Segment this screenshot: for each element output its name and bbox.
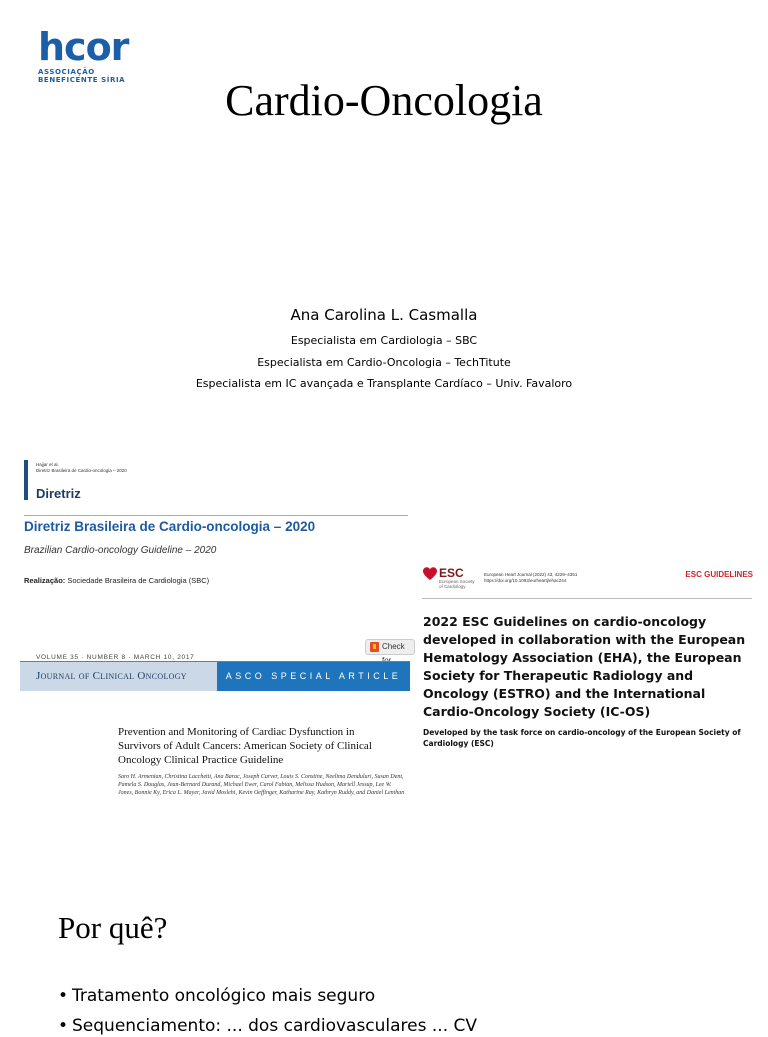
volume-line: VOLUME 35 · NUMBER 8 · MARCH 10, 2017 bbox=[36, 654, 195, 661]
logo-subtitle-line1: ASSOCIAÇÃO bbox=[38, 68, 95, 76]
bullet-marker: • bbox=[58, 986, 69, 1006]
slide-separator bbox=[0, 880, 768, 881]
check-for-updates-button[interactable]: Check bbox=[365, 639, 415, 655]
bullet-marker: • bbox=[58, 1016, 69, 1036]
bullet-item: • Sequenciamento: ... dos cardiovasculares ... CV bbox=[58, 1016, 478, 1036]
slide-title: Cardio-Oncologia bbox=[225, 76, 543, 125]
society-name: European Society of Cardiology bbox=[439, 579, 475, 589]
journal-banner bbox=[20, 661, 410, 691]
article-title: Prevention and Monitoring of Cardiac Dysfunction in Survivors of Adult Cancers: American Society of Clinical Oncology Clinical Practice Guideline bbox=[118, 726, 372, 766]
author-name: Ana Carolina L. Casmalla bbox=[290, 306, 478, 324]
credential-line: Especialista em Cardio-Oncologia – TechTitute bbox=[257, 356, 511, 369]
journal-citation: European Heart Journal (2022) 43, 4229–4361 https://doi.org/10.1093/eurheartj/ehac244 bbox=[484, 572, 578, 583]
guideline-title: Diretriz Brasileira de Cardio-oncologia – 2020 bbox=[24, 519, 316, 534]
esc-logo-text: ESC bbox=[439, 566, 464, 580]
divider bbox=[24, 515, 408, 516]
realizacao-line: Realização: Sociedade Brasileira de Cardiologia (SBC) bbox=[24, 576, 210, 585]
jco-clipping bbox=[20, 637, 415, 827]
logo-subtitle-line2: BENEFICENTE SÍRIA bbox=[38, 76, 126, 84]
credential-line: Especialista em IC avançada e Transplante Cardíaco – Univ. Favaloro bbox=[195, 377, 573, 390]
bullet-item: • Tratamento oncológico mais seguro bbox=[58, 986, 376, 1006]
journal-name: Journal of Clinical Oncology bbox=[36, 670, 187, 682]
divider bbox=[20, 661, 410, 662]
esc-clipping bbox=[418, 560, 763, 760]
task-force-line: Developed by the task force on cardio-oncology of the European Society of Cardiology (ESC) bbox=[423, 728, 741, 748]
slide2-heading: Por quê? bbox=[58, 910, 168, 945]
esc-guidelines-label: ESC GUIDELINES bbox=[685, 570, 753, 579]
esc-guideline-title: 2022 ESC Guidelines on cardio-oncology developed in collaboration with the European Hematology Association (EHA), the European Society for Therapeutic Radiology and Oncology (ESTRO) and the International Cardio-Oncology Society (IC-OS) bbox=[423, 614, 746, 719]
author-list: Saro H. Armenian, Christina Lacchetti, Ana Barac, Joseph Carver, Louis S. Constine, Neelima Denduluri, Susan Dent, Pamela S. Douglas, Jean-Bernard Durand, Michael Ewer, Carol Fabian, Melissa Hudson, Mariell Jessup, Lee W. Jones, Bonnie Ky, Erica L. Mayer, Javid Moslehi, Kevin Oeffinger, Katharine Ray, Kathryn Ruddy, and Daniel Lenihan bbox=[118, 774, 405, 796]
accent-bar bbox=[24, 460, 28, 500]
crossmark-icon bbox=[370, 642, 379, 652]
section-keyword: Diretriz bbox=[36, 486, 81, 501]
heart-icon bbox=[422, 566, 438, 582]
logo-wordmark: hcor bbox=[38, 25, 129, 69]
running-header: Hajjar et al. Diretriz Brasileira de Cardio-oncologia – 2020 bbox=[36, 462, 127, 473]
guideline-subtitle: Brazilian Cardio-oncology Guideline – 2020 bbox=[24, 545, 217, 556]
special-article-label: ASCO SPECIAL ARTICLE bbox=[217, 661, 410, 691]
diretriz-clipping bbox=[20, 455, 418, 593]
credential-line: Especialista em Cardiologia – SBC bbox=[290, 334, 478, 347]
divider bbox=[422, 598, 752, 599]
